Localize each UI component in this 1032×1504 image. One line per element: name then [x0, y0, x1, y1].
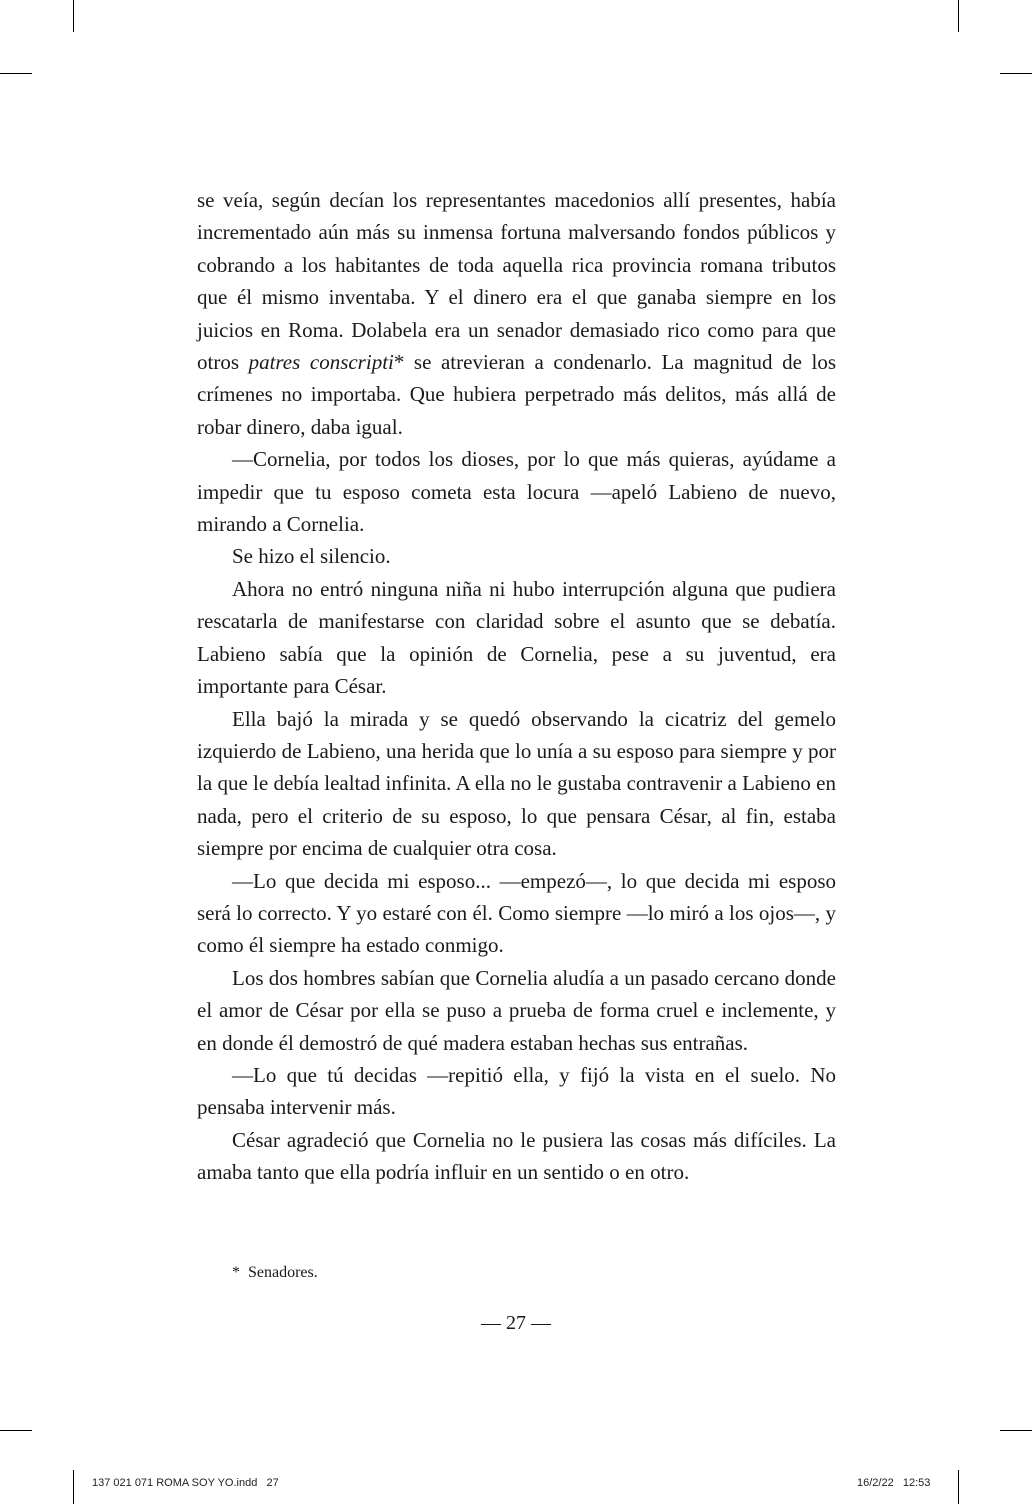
- paragraph: Se hizo el silencio.: [232, 544, 391, 569]
- paragraph: —Lo que decida mi esposo... —empezó—, lo que decida mi esposo será lo correcto. Y yo estaré con él. Como siempre —lo miró a los ojos—, y como él siempre ha estado conmigo.: [197, 868, 836, 958]
- body-text: [197, 184, 836, 1189]
- slug-filename: 137 021 071 ROMA SOY YO.indd 27: [92, 1477, 279, 1489]
- crop-mark-top-left-horizontal: [0, 73, 32, 74]
- crop-mark-bottom-right: [958, 1470, 959, 1504]
- footnote: [232, 1262, 318, 1284]
- slug-datetime: 16/2/22 12:53: [857, 1477, 931, 1489]
- crop-mark-bottom-left: [73, 1470, 74, 1504]
- paragraph: Los dos hombres sabían que Cornelia aludía a un pasado cercano donde el amor de César por ella se puso a prueba de forma cruel e inclemente, y en donde él demostró de qué madera estaban hechas sus entrañas.: [197, 965, 836, 1055]
- paragraph: —Lo que tú decidas —repitió ella, y fijó la vista en el suelo. No pensaba intervenir más.: [197, 1062, 836, 1120]
- paragraph: Ella bajó la mirada y se quedó observando la cicatriz del gemelo izquierdo de Labieno, una herida que lo unía a su esposo para siempre y por la que le debía lealtad infinita. A ella no le gustaba contravenir a Labieno en nada, pero el criterio de su esposo, lo que pensara César, al fin, estaba siempre por encima de cualquier otra cosa.: [197, 706, 836, 861]
- footnote-mark: *: [232, 1264, 240, 1281]
- crop-mark-top-right-horizontal: [1000, 73, 1032, 74]
- paragraph: Ahora no entró ninguna niña ni hubo interrupción alguna que pudiera rescatarla de manifestarse con claridad sobre el asunto que se debatía. Labieno sabía que la opinión de Cornelia, pese a su juventud, era importante para César.: [197, 576, 836, 699]
- page-number: — 27 —: [481, 1312, 551, 1334]
- paragraph: —Cornelia, por todos los dioses, por lo que más quieras, ayúdame a impedir que tu esposo cometa esta locura —apeló Labieno de nuevo, mirando a Cornelia.: [197, 447, 836, 537]
- footnote-text: Senadores.: [248, 1264, 318, 1281]
- crop-mark-top-right: [958, 0, 959, 32]
- crop-mark-bottom-right-horizontal: [1000, 1430, 1032, 1431]
- crop-mark-bottom-left-horizontal: [0, 1430, 32, 1431]
- crop-mark-top-left: [73, 0, 74, 32]
- paragraph: César agradeció que Cornelia no le pusiera las cosas más difíciles. La amaba tanto que ella podría influir en un sentido o en otro.: [197, 1127, 836, 1185]
- italic-phrase: patres conscripti: [248, 350, 394, 375]
- paragraph: se veía, según decían los representantes macedonios allí presentes, había incrementado aún más su inmensa fortuna malversando fondos públicos y cobrando a los habitantes de toda aquella rica provincia romana tributos que él mismo inventaba. Y el dinero era el que ganaba siempre en los juicios en Roma. Dolabela era un senador demasiado rico como para que otros patres conscripti* se atrevieran a condenarlo. La magnitud de los crímenes no importaba. Que hubiera perpetrado más delitos, más allá de robar dinero, daba igual.: [197, 188, 837, 439]
